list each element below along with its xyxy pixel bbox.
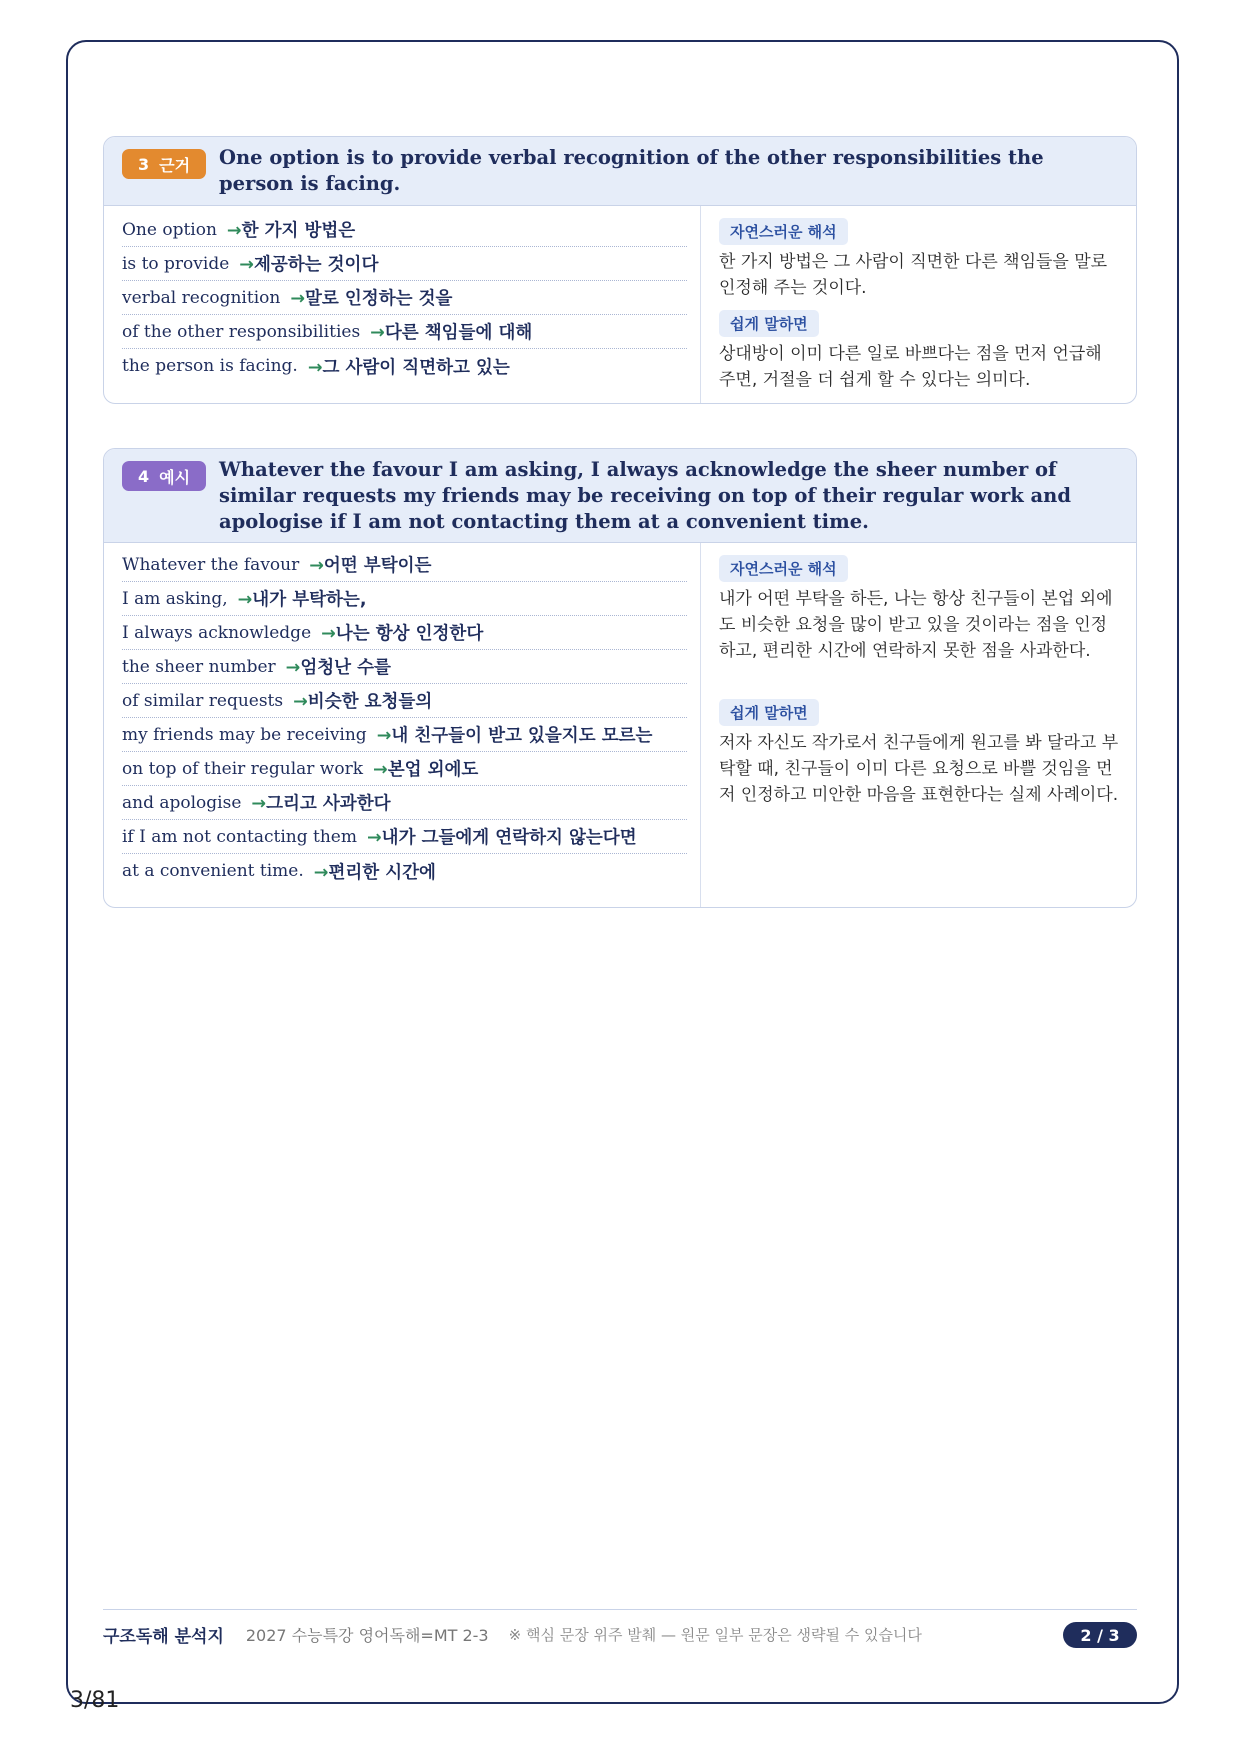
document-page-number: 3/81 (70, 1688, 120, 1713)
phrase-row (122, 582, 687, 616)
footer-source: 2027 수능특강 영어독해=MT 2-3 (245, 1625, 489, 1645)
arrow-icon: → (237, 590, 253, 610)
phrase-row (122, 718, 687, 752)
arrow-icon: → (239, 255, 254, 275)
phrase-row (122, 213, 687, 247)
badge-number: 3 (137, 154, 150, 174)
phrase-korean: →내가 부탁하는, (237, 590, 367, 610)
phrase-row (122, 786, 687, 820)
phrase-english: and apologise (122, 792, 242, 813)
phrase-english: the sheer number (122, 656, 276, 677)
phrase-english: I always acknowledge (122, 622, 312, 643)
simple-explanation-label: 쉽게 말하면 (719, 699, 819, 726)
phrase-row (122, 616, 687, 650)
key-sentence: Whatever the favour I am asking, I always acknowledge the sheer number of similar requests my friends may be receiving on top of their regular work and apologise if I am not contacting them at a convenient time. (219, 458, 1071, 533)
section-card-4 (103, 448, 1137, 908)
phrase-table (104, 543, 701, 907)
badge-label: 예시 (159, 467, 191, 487)
arrow-icon: → (307, 357, 323, 378)
page-footer (103, 1616, 1137, 1652)
phrase-english: verbal recognition (122, 287, 281, 308)
phrase-korean: →본업 외에도 (373, 760, 479, 780)
phrase-row (122, 315, 687, 349)
phrase-row (122, 752, 687, 786)
key-sentence: One option is to provide verbal recognition of the other responsibilities the person is facing. (219, 146, 1044, 195)
phrase-row (122, 854, 687, 888)
badge-number: 4 (137, 466, 150, 486)
footer-note: ※ 핵심 문장 위주 발췌 — 원문 일부 문장은 생략될 수 있습니다 (508, 1625, 922, 1644)
phrase-korean: →말로 인정하는 것을 (290, 289, 453, 309)
phrase-english: at a convenient time. (122, 861, 304, 881)
simple-explanation-label: 쉽게 말하면 (719, 310, 819, 337)
arrow-icon: → (313, 862, 329, 883)
arrow-icon: → (293, 692, 308, 712)
section-body (104, 206, 1136, 403)
phrase-korean: →제공하는 것이다 (239, 255, 379, 275)
phrase-english: Whatever the favour (122, 554, 300, 575)
phrase-row (122, 247, 687, 281)
phrase-korean: →그 사람이 직면하고 있는 (307, 357, 510, 378)
simple-explanation-text: 저자 자신도 작가로서 친구들에게 원고를 봐 달라고 부탁할 때, 친구들이 이미 다른 요청으로 바쁠 것임을 먼저 인정하고 미안한 마음을 표현한다는 실제 사례이다. (719, 733, 1119, 805)
phrase-korean: →다른 책임들에 대해 (370, 323, 533, 343)
phrase-korean: →그리고 사과한다 (251, 794, 391, 814)
natural-translation-label: 자연스러운 해석 (719, 555, 848, 582)
footer-brand: 구조독해 분석지 (103, 1626, 224, 1647)
phrase-table (104, 206, 701, 403)
section-card-3 (103, 136, 1137, 404)
phrase-english: I am asking, (122, 588, 228, 609)
arrow-icon: → (370, 323, 385, 343)
phrase-english: if I am not contacting them (122, 826, 357, 847)
arrow-icon: → (226, 221, 242, 241)
phrase-korean: →나는 항상 인정한다 (321, 624, 484, 644)
arrow-icon: → (367, 828, 382, 848)
phrase-korean: →편리한 시간에 (313, 862, 436, 883)
natural-translation-text: 한 가지 방법은 그 사람이 직면한 다른 책임들을 말로 인정해 주는 것이다. (719, 252, 1108, 298)
natural-translation-text: 내가 어떤 부탁을 하든, 나는 항상 친구들이 본업 외에도 비슷한 요청을 많이 받고 있을 것이라는 점을 인정하고, 편리한 시간에 연락하지 못한 점을 사과한다. (719, 589, 1113, 661)
phrase-row (122, 349, 687, 383)
phrase-korean: →내 친구들이 받고 있을지도 모르는 (376, 726, 653, 746)
phrase-english: of the other responsibilities (122, 321, 361, 342)
section-badge (122, 149, 206, 179)
phrase-row (122, 281, 687, 315)
phrase-row (122, 820, 687, 854)
section-badge (122, 461, 206, 491)
page-indicator: 2 / 3 (1063, 1622, 1137, 1648)
section-header (104, 137, 1136, 206)
translation-notes (719, 206, 1120, 403)
phrase-korean: →내가 그들에게 연락하지 않는다면 (367, 828, 637, 848)
section-body (104, 543, 1136, 907)
footer-divider (103, 1609, 1137, 1610)
badge-label: 근거 (159, 155, 191, 175)
arrow-icon: → (285, 658, 301, 678)
arrow-icon: → (290, 289, 305, 309)
phrase-korean: →엄청난 수를 (285, 658, 391, 678)
phrase-english: my friends may be receiving (122, 724, 367, 745)
phrase-english: the person is facing. (122, 356, 298, 376)
section-header (104, 449, 1136, 543)
natural-translation-label: 자연스러운 해석 (719, 218, 848, 245)
arrow-icon: → (251, 794, 267, 814)
arrow-icon: → (309, 556, 324, 576)
phrase-english: is to provide (122, 253, 230, 274)
phrase-row (122, 650, 687, 684)
phrase-english: of similar requests (122, 690, 284, 711)
phrase-row (122, 684, 687, 718)
arrow-icon: → (373, 760, 388, 780)
phrase-korean: →비슷한 요청들의 (293, 692, 433, 712)
phrase-english: One option (122, 219, 217, 240)
arrow-icon: → (321, 624, 336, 644)
phrase-korean: →어떤 부탁이든 (309, 556, 432, 576)
phrase-row (122, 548, 687, 582)
translation-notes (719, 543, 1120, 907)
simple-explanation-text: 상대방이 이미 다른 일로 바쁘다는 점을 먼저 언급해 주면, 거절을 더 쉽게 할 수 있다는 의미다. (719, 344, 1102, 390)
phrase-english: on top of their regular work (122, 758, 364, 779)
arrow-icon: → (376, 726, 392, 746)
phrase-korean: →한 가지 방법은 (226, 221, 356, 241)
